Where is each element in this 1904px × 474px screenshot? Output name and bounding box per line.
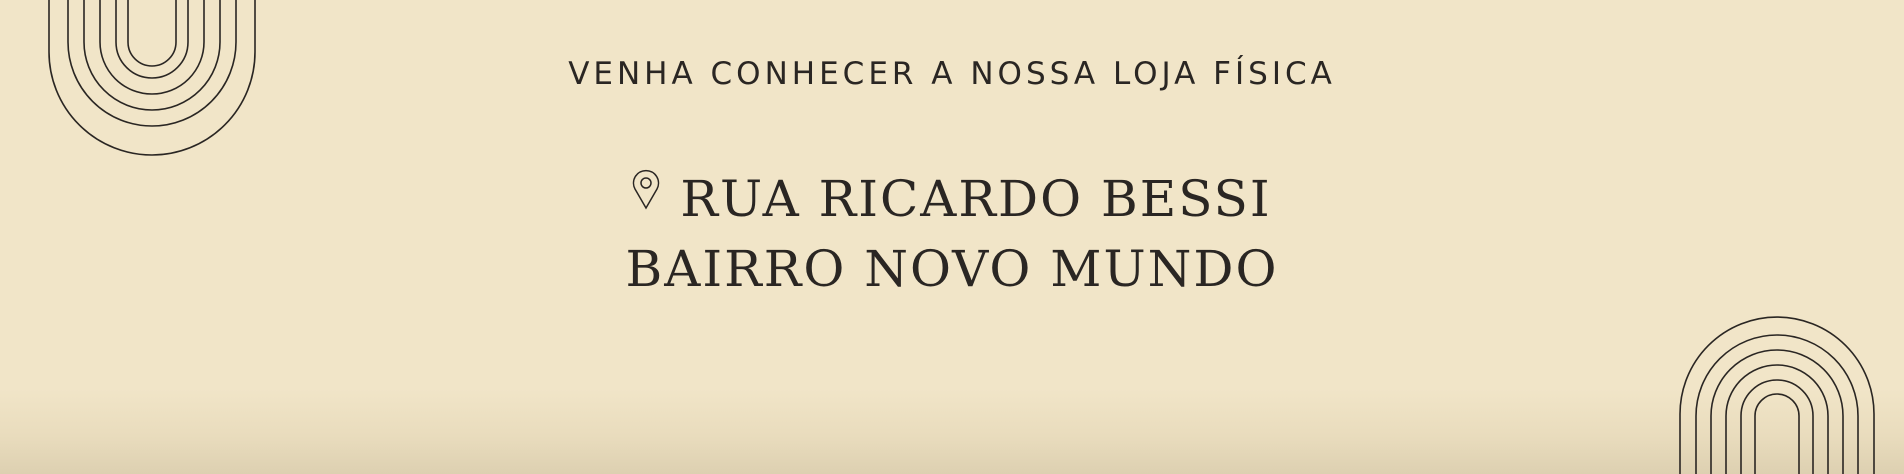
arch-ring: [1711, 350, 1843, 474]
map-pin-icon: [632, 168, 660, 206]
address-street-line: [0, 168, 1904, 228]
address-street: RUA RICARDO BESSI: [680, 170, 1272, 228]
arch-ring: [1680, 317, 1874, 474]
tagline: VENHA CONHECER A NOSSA LOJA FÍSICA: [568, 56, 1336, 92]
concentric-arches-bottom-icon: [1670, 316, 1884, 474]
arch-ring: [1696, 335, 1858, 474]
arch-ring: [1755, 394, 1799, 474]
address-neighborhood: BAIRRO NOVO MUNDO: [625, 240, 1279, 298]
